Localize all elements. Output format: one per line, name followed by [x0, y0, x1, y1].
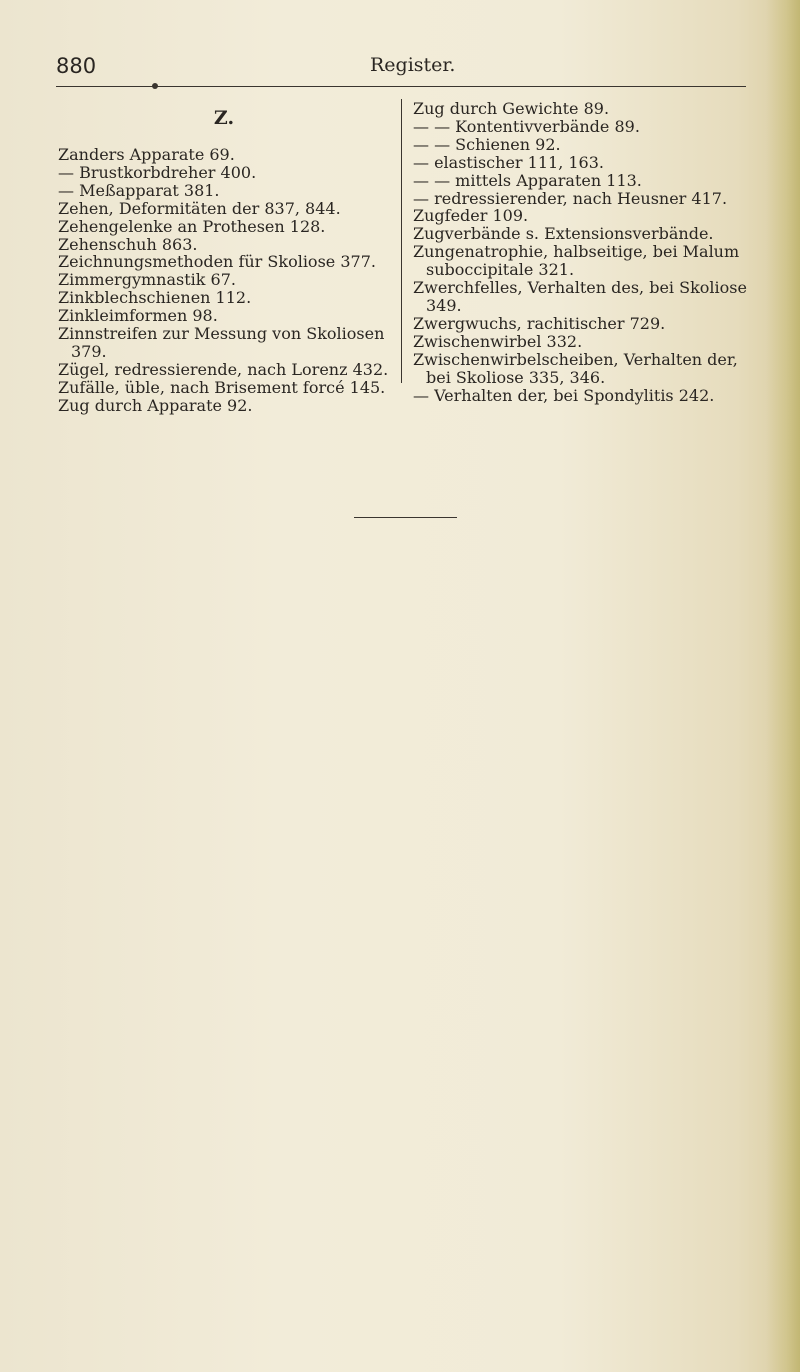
index-entry: Zehen, Deformitäten der 837, 844.	[58, 198, 341, 218]
running-title: Register.	[370, 54, 456, 76]
index-entry: Zeichnungsmethoden für Skoliose 377.	[58, 252, 376, 272]
index-entry: Zinkblechschienen 112.	[58, 288, 252, 308]
index-entry: — — mittels Apparaten 113.	[413, 170, 642, 190]
page-number: 880	[56, 54, 97, 78]
index-entry: Zügel, redressierende, nach Lorenz 432.	[58, 359, 389, 379]
index-entry: Zug durch Apparate 92.	[58, 395, 253, 415]
index-entry: — Verhalten der, bei Spondylitis 242.	[413, 385, 715, 405]
index-entry: Zugfeder 109.	[413, 206, 529, 226]
rule-ornament-dot	[152, 83, 158, 89]
index-entry: Zwischenwirbelscheiben, Verhalten der, bei Skoliose 335, 346.	[413, 349, 738, 387]
index-entry: Zanders Apparate 69.	[58, 145, 235, 164]
index-entry: — — Schienen 92.	[413, 134, 561, 154]
index-entry: — redressierender, nach Heusner 417.	[413, 188, 728, 208]
index-entry: — Brustkorbdreher 400.	[58, 162, 257, 182]
running-header	[56, 54, 746, 80]
page-edge-shading	[766, 0, 800, 1372]
index-entry: Zinkleimformen 98.	[58, 306, 218, 326]
index-entry: Zinnstreifen zur Messung von Skoliosen 379.	[58, 324, 385, 361]
index-entry: — — Kontentivverbände 89.	[413, 116, 640, 136]
index-entry: Zungenatrophie, halbseitige, bei Malum suboccipitale 321.	[413, 242, 740, 280]
index-entry: Zwergwuchs, rachitischer 729.	[413, 313, 666, 333]
index-entry: Zwischenwirbel 332.	[413, 331, 583, 351]
closing-rule	[354, 517, 457, 518]
index-column-right	[413, 100, 765, 404]
index-entry: — elastischer 111, 163.	[413, 152, 604, 172]
index-entry: Zehengelenke an Prothesen 128.	[58, 216, 326, 236]
index-entry: Zug durch Gewichte 89.	[413, 99, 610, 118]
index-entry: Zimmergymnastik 67.	[58, 270, 236, 290]
index-entry: — Meßapparat 381.	[58, 180, 220, 200]
index-entry: Zehenschuh 863.	[58, 234, 198, 254]
section-letter: Z.	[213, 107, 235, 129]
index-entry: Zwerchfelles, Verhalten des, bei Skoliose 349.	[413, 278, 747, 315]
index-entry: Zufälle, üble, nach Brisement forcé 145.	[58, 377, 386, 397]
index-column-left	[58, 100, 390, 415]
header-rule	[56, 86, 746, 87]
column-divider	[401, 99, 402, 383]
index-entry: Zugverbände s. Extensionsverbände.	[413, 224, 714, 244]
